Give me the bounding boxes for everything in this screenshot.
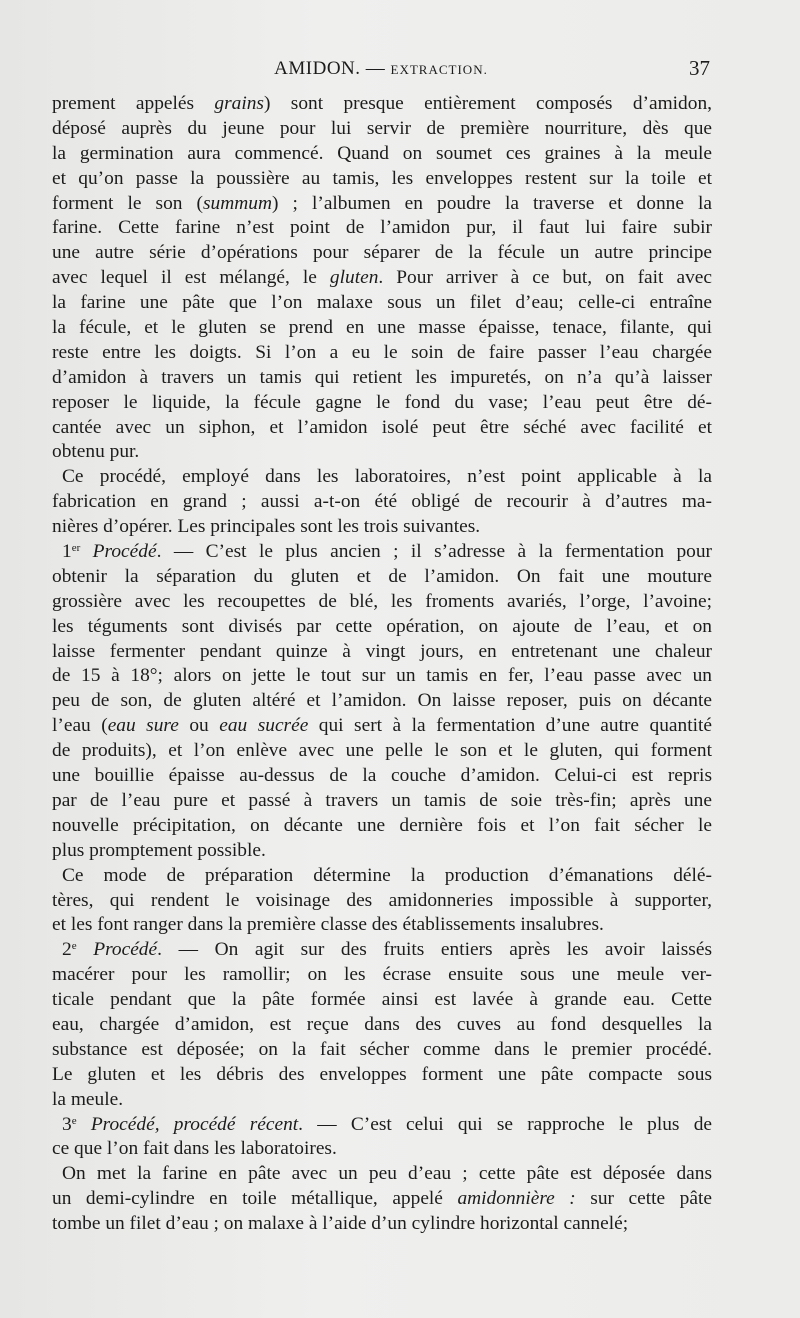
text-line: farine. Cette farine n’est point de l’amidon pur, il faut lui faire subir <box>52 217 712 239</box>
text-line: la fécule, et le gluten se prend en une masse épaisse, tenace, filante, qui <box>52 317 712 339</box>
header-separator: — <box>365 58 386 79</box>
text-line: de 15 à 18°; alors on jette le tout sur un tamis en fer, l’eau passe avec un <box>52 665 712 687</box>
running-title <box>52 58 710 80</box>
header-title: AMIDON. <box>274 58 361 79</box>
text-line: d’amidon à travers un tamis qui retient les impuretés, on n’a qu’à laisser <box>52 366 712 388</box>
text-line: substance est déposée; on la fait sécher comme dans le premier procédé. <box>52 1038 712 1060</box>
text-line: déposé auprès du jeune pour lui servir de première nourriture, dès que <box>52 117 712 139</box>
header-subtitle: EXTRACTION. <box>390 62 488 77</box>
text-line: Ce mode de préparation détermine la production d’émanations délé- <box>62 864 712 886</box>
text-line: tombe un filet d’eau ; on malaxe à l’aide d’un cylindre horizontal cannelé; <box>52 1213 629 1235</box>
page-number: 37 <box>689 56 710 80</box>
paragraph <box>52 1113 712 1163</box>
text-line: ce que l’on fait dans les laboratoires. <box>52 1138 337 1160</box>
paragraph <box>52 864 712 939</box>
text-line: reposer le liquide, la fécule gagne le fond du vase; l’eau peut être dé- <box>52 391 712 413</box>
text-line: reste entre les doigts. Si l’on a eu le soin de faire passer l’eau chargée <box>52 341 712 363</box>
text-line: nières d’opérer. Les principales sont les trois suivantes. <box>52 516 481 538</box>
text-line: ticale pendant que la pâte formée ainsi est lavée à grande eau. Cette <box>52 989 712 1011</box>
text-line: tères, qui rendent le voisinage des amidonneries impossible à supporter, <box>52 889 712 911</box>
paragraph <box>52 1162 712 1237</box>
text-line: cantée avec un siphon, et l’amidon isolé peut être séché avec facilité et <box>52 416 712 438</box>
text-line: la farine une pâte que l’on malaxe sous un filet d’eau; celle-ci entraîne <box>52 292 712 314</box>
text-line: eau, chargée d’amidon, est reçue dans des cuves au fond desquelles la <box>52 1013 712 1035</box>
text-line: Ce procédé, employé dans les laboratoires, n’est point applicable à la <box>62 466 712 488</box>
text-line: une bouillie épaisse au-dessus de la couche d’amidon. Celui-ci est repris <box>52 765 712 787</box>
text-line: et les font ranger dans la première classe des établissements insalubres. <box>52 914 604 936</box>
text-line: macérer pour les ramollir; on les écrase ensuite sous une meule ver- <box>52 964 712 986</box>
paragraph <box>52 540 712 864</box>
text-line: la meule. <box>52 1088 124 1110</box>
text-line: obtenir la séparation du gluten et de l’amidon. On fait une mouture <box>52 565 712 587</box>
text-line: et qu’on passe la poussière au tamis, les enveloppes restent sur la toile et <box>52 167 712 189</box>
text-line: 1er Procédé. — C’est le plus ancien ; il s’adresse à la fermentation pour <box>62 541 712 563</box>
text-line: forment le son (summum) ; l’albumen en poudre la traverse et donne la <box>52 192 713 214</box>
text-line: obtenu pur. <box>52 441 140 463</box>
text-line: une autre série d’opérations pour séparer de la fécule un autre principe <box>52 242 712 264</box>
paragraph <box>52 92 712 465</box>
text-line: nouvelle précipitation, on décante une dernière fois et l’on fait sécher le <box>52 814 712 836</box>
paragraph <box>52 465 712 540</box>
text-line: de produits), et l’on enlève avec une pelle le son et le gluten, qui forment <box>52 740 712 762</box>
text-line: l’eau (eau sure ou eau sucrée qui sert à la fermentation d’une autre quantité <box>52 715 712 737</box>
text-line: On met la farine en pâte avec un peu d’eau ; cette pâte est déposée dans <box>62 1163 712 1185</box>
text-line: 2e Procédé. — On agit sur des fruits entiers après les avoir laissés <box>62 939 712 961</box>
text-line: la germination aura commencé. Quand on soumet ces graines à la meule <box>52 142 712 164</box>
text-line: grossière avec les recoupettes de blé, les froments avariés, l’orge, l’avoine; <box>52 590 712 612</box>
body-text <box>52 92 712 1237</box>
text-line: un demi-cylindre en toile métallique, appelé amidonnière : sur cette pâte <box>52 1188 712 1210</box>
paragraph <box>52 938 712 1112</box>
text-line: fabrication en grand ; aussi a-t-on été obligé de recourir à d’autres ma- <box>52 491 712 513</box>
text-line: par de l’eau pure et passé à travers un tamis de soie très-fin; après une <box>52 789 712 811</box>
text-line: peu de son, de gluten altéré et l’amidon. On laisse reposer, puis on décante <box>52 690 712 712</box>
text-line: 3e Procédé, procédé récent. — C’est celui qui se rapproche le plus de <box>62 1113 712 1135</box>
page-header <box>52 56 710 86</box>
text-line: plus promptement possible. <box>52 839 266 861</box>
text-line: avec lequel il est mélangé, le gluten. Pour arriver à ce but, on fait avec <box>52 267 712 289</box>
text-line: laisse fermenter pendant quinze à vingt jours, en entretenant une chaleur <box>52 640 712 662</box>
text-line: les téguments sont divisés par cette opération, on ajoute de l’eau, et on <box>52 615 712 637</box>
text-line: prement appelés grains) sont presque entièrement composés d’amidon, <box>52 93 712 114</box>
text-line: Le gluten et les débris des enveloppes forment une pâte compacte sous <box>52 1063 712 1085</box>
